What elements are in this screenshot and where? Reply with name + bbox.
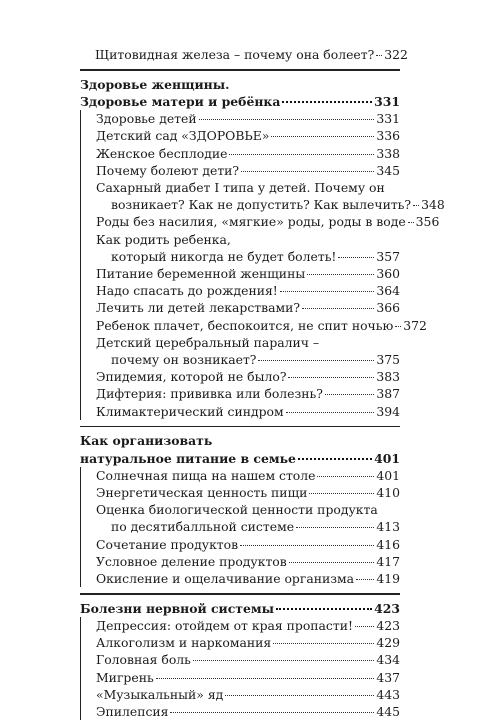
- dot-leader: [276, 608, 372, 610]
- section-divider: [80, 593, 400, 595]
- dot-leader: [307, 274, 374, 275]
- toc-entry-title: Эпилепсия: [96, 704, 169, 720]
- toc-entry: [81, 299, 400, 316]
- toc-entry: [81, 484, 400, 501]
- toc-entry-page: 331: [376, 111, 400, 127]
- toc-entry-page: 401: [376, 467, 400, 483]
- dot-leader: [376, 55, 382, 56]
- toc-entry-title: Окисление и ощелачивание организма: [96, 571, 355, 587]
- toc-entry-title: Головная боль: [96, 652, 191, 668]
- toc-entry-title: Дифтерия: прививка или болезнь?: [96, 386, 323, 402]
- toc-entry-page: 423: [376, 618, 400, 634]
- toc-entry-title: Алкоголизм и наркомания: [96, 635, 272, 651]
- dot-leader: [170, 712, 374, 713]
- toc-entry-page: 394: [376, 403, 400, 419]
- dot-leader: [240, 545, 374, 546]
- toc-entry-line: Как родить ребенка,: [96, 231, 231, 247]
- section-items: [80, 110, 445, 420]
- toc-entry-thyroid: [80, 46, 408, 63]
- toc-entry: [81, 282, 400, 299]
- toc-entry-line: Сахарный диабет I типа у детей. Почему он: [96, 180, 385, 196]
- toc-entry-line: Оценка биологической ценности продукта: [96, 502, 378, 518]
- section-divider: [80, 426, 400, 428]
- toc-entry: [81, 248, 400, 265]
- toc-entry: [81, 213, 440, 230]
- dot-leader: [296, 527, 374, 528]
- toc-entry-page: 372: [403, 317, 427, 333]
- toc-entry-page: 366: [376, 300, 400, 316]
- toc-entry-line: Детский церебральный паралич –: [96, 334, 320, 350]
- toc-entry-title: Эпидемия, которой не было?: [96, 369, 287, 385]
- toc-entry-title: Солнечная пища на нашем столе: [96, 467, 316, 483]
- toc-entry-title: Щитовидная железа – почему она болеет?: [95, 47, 375, 62]
- section-heading-page: 423: [374, 600, 400, 616]
- toc-entry-page: 336: [376, 128, 400, 144]
- toc-entry: [81, 265, 400, 282]
- section-heading-entry: [80, 450, 400, 467]
- dot-leader: [395, 326, 401, 327]
- dot-leader: [298, 458, 372, 460]
- toc-entry-page: 419: [376, 571, 400, 587]
- toc-entry-title: Надо спасать до рождения!: [96, 283, 278, 299]
- toc-entry: [81, 385, 400, 402]
- toc-entry-title: Условное деление продуктов: [96, 553, 287, 569]
- dot-leader: [325, 394, 374, 395]
- dot-leader: [258, 360, 374, 361]
- toc-entry-title: Здоровье детей: [96, 111, 197, 127]
- dot-leader: [271, 136, 374, 137]
- toc-entry: [81, 351, 400, 368]
- toc-entry: [81, 162, 400, 179]
- toc-entry-title: возникает? Как не допустить? Как вылечить?: [111, 197, 412, 213]
- dot-leader: [225, 695, 374, 696]
- dot-leader: [355, 626, 374, 627]
- toc-entry-page: 416: [376, 536, 400, 552]
- toc-entry-title: Почему болеют дети?: [96, 162, 240, 178]
- toc-entry-page: 375: [376, 352, 400, 368]
- dot-leader: [317, 476, 374, 477]
- dot-leader: [193, 660, 374, 661]
- section-items: [80, 467, 400, 587]
- toc-entry-title: Энергетическая ценность пищи: [96, 485, 308, 501]
- toc-entry-page: 410: [376, 485, 400, 501]
- dot-leader: [289, 562, 375, 563]
- dot-leader: [286, 412, 375, 413]
- toc-entry-title: Питание беременной женщины: [96, 266, 306, 282]
- section-divider: [80, 69, 400, 71]
- toc-entry: [81, 669, 400, 686]
- toc-entry-title: по десятибалльной системе: [111, 519, 295, 535]
- toc-entry: [81, 686, 400, 703]
- dot-leader: [309, 493, 374, 494]
- section-items: [80, 617, 400, 720]
- toc-section-natural-nutrition: [80, 432, 400, 587]
- toc-entry: [81, 127, 400, 144]
- section-heading-page: 331: [374, 94, 400, 109]
- toc-entry: [81, 536, 400, 553]
- dot-leader: [338, 257, 374, 258]
- dot-leader: [288, 377, 374, 378]
- toc-entry: [81, 467, 400, 484]
- toc-entry-title: который никогда не будет болеть!: [111, 248, 337, 264]
- section-heading-title: Болезни нервной системы: [80, 600, 275, 616]
- toc-entry: [81, 634, 400, 651]
- dot-leader: [273, 643, 374, 644]
- toc-entry-title: Женское бесплодие: [96, 145, 228, 161]
- section-heading-page: 401: [374, 450, 400, 466]
- dot-leader: [156, 678, 375, 679]
- toc-entry-page: 417: [376, 553, 400, 569]
- toc-entry-title: Лечить ли детей лекарствами?: [96, 300, 301, 316]
- toc-entry-title: Сочетание продуктов: [96, 536, 239, 552]
- toc-entry-page: 437: [376, 669, 400, 685]
- dot-leader: [302, 308, 374, 309]
- toc-entry: [81, 317, 427, 334]
- toc-entry-title: Роды без насилия, «мягкие» роды, роды в воде: [96, 214, 406, 230]
- dot-leader: [241, 171, 374, 172]
- toc-entry-page: 338: [376, 145, 400, 161]
- dot-leader: [199, 119, 375, 120]
- dot-leader: [356, 579, 374, 580]
- dot-leader: [280, 291, 375, 292]
- toc-entry-page: 383: [376, 369, 400, 385]
- section-heading-line: Как организовать: [80, 433, 213, 449]
- toc-entry-title: почему он возникает?: [111, 352, 257, 368]
- toc-entry: [81, 403, 400, 420]
- toc-entry-page: 322: [384, 47, 408, 62]
- dot-leader: [408, 222, 414, 223]
- toc-section-women-health: [80, 76, 445, 420]
- dot-leader: [229, 154, 374, 155]
- section-heading-entry: [80, 600, 400, 617]
- toc-entry: [81, 570, 400, 587]
- toc-entry-page: 434: [376, 652, 400, 668]
- toc-entry-title: Мигрень: [96, 669, 154, 685]
- toc-entry-page: 360: [376, 266, 400, 282]
- section-heading-title: Здоровье матери и ребёнка: [80, 94, 281, 109]
- toc-entry-title: Детский сад «ЗДОРОВЬЕ»: [96, 128, 270, 144]
- toc-entry-title: Ребенок плачет, беспокоится, не спит ночью: [96, 317, 394, 333]
- toc-entry-title: Климактерический синдром: [96, 403, 284, 419]
- toc-entry: [81, 110, 400, 127]
- toc-entry-page: 445: [376, 704, 400, 720]
- toc-entry-page: 364: [376, 283, 400, 299]
- toc-entry-page: 443: [376, 686, 400, 702]
- toc-entry-page: 413: [376, 519, 400, 535]
- section-heading-entry: [80, 93, 400, 110]
- toc-entry: [81, 196, 445, 213]
- toc-entry: [81, 617, 400, 634]
- dot-leader: [282, 101, 372, 103]
- toc-entry: [81, 145, 400, 162]
- toc-entry-title: Депрессия: отойдем от края пропасти!: [96, 618, 353, 634]
- toc-section-nervous-system: [80, 600, 400, 720]
- table-of-contents: [80, 46, 445, 720]
- dot-leader: [413, 205, 419, 206]
- toc-entry-page: 357: [376, 248, 400, 264]
- toc-entry: [81, 518, 400, 535]
- toc-entry: [81, 651, 400, 668]
- toc-entry: [81, 703, 400, 720]
- toc-entry-page: 356: [415, 214, 440, 230]
- toc-entry: [81, 553, 400, 570]
- toc-entry-page: 348: [421, 197, 445, 213]
- toc-entry: [81, 368, 400, 385]
- section-heading-line: Здоровье женщины.: [80, 76, 230, 92]
- toc-entry-title: «Музыкальный» яд: [96, 686, 224, 702]
- toc-entry-page: 345: [376, 162, 400, 178]
- toc-entry-page: 387: [376, 386, 400, 402]
- toc-entry-page: 429: [376, 635, 400, 651]
- section-heading-title: натуральное питание в семье: [80, 450, 296, 466]
